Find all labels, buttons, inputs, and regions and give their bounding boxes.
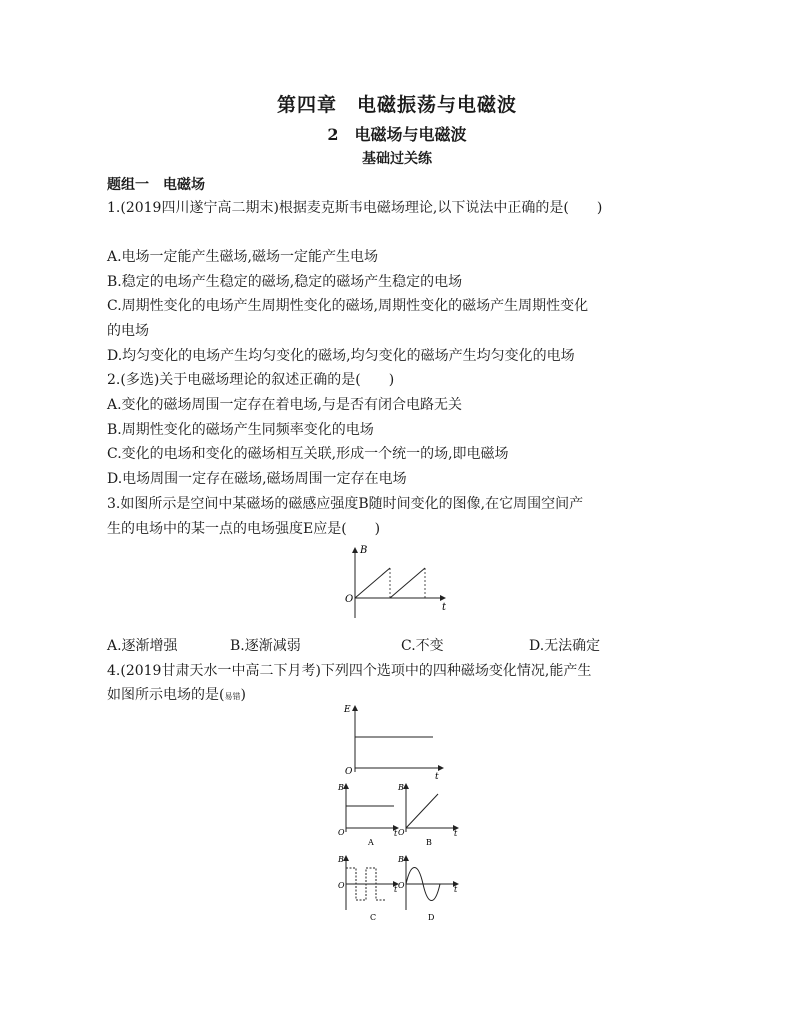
q4c-xlabel: t <box>394 885 398 894</box>
q4b-ylabel: B <box>398 783 404 792</box>
group-title: 题组一 电磁场 <box>107 177 205 193</box>
q4-option-d-graph <box>396 852 462 924</box>
q4-stem-line2-text: 如图所示电场的是( <box>107 687 225 703</box>
q4-option-c-graph <box>336 852 402 924</box>
q3-b-t-graph <box>340 540 452 630</box>
q2-option-b: B.周期性变化的磁场产生同频率变化的电场 <box>107 422 374 438</box>
q3-origin: O <box>345 594 354 605</box>
q2-option-d: D.电场周围一定存在磁场,磁场周围一定存在电场 <box>107 471 407 487</box>
q3-option-a: A.逐渐增强 <box>107 638 178 654</box>
q4d-origin: O <box>398 881 405 890</box>
q4d-xlabel: t <box>454 885 458 894</box>
q4-stem-close: ) <box>240 687 246 703</box>
q1-option-d: D.均匀变化的电场产生均匀变化的磁场,均匀变化的磁场产生均匀变化的电场 <box>107 348 575 364</box>
q1-option-c: C.周期性变化的电场产生周期性变化的磁场,周期性变化的磁场产生周期性变化 <box>107 298 589 314</box>
q2-option-c: C.变化的电场和变化的磁场相互关联,形成一个统一的场,即电磁场 <box>107 446 509 462</box>
q1-stem: 1.(2019四川遂宁高二期末)根据麦克斯韦电磁场理论,以下说法中正确的是( ) <box>107 200 603 216</box>
q3-option-c: C.不变 <box>401 638 444 654</box>
q3-stem-line2: 生的电场中的某一点的电场强度E应是( ) <box>107 521 381 537</box>
q4d-ylabel: B <box>398 855 404 864</box>
q2-stem: 2.(多选)关于电磁场理论的叙述正确的是( ) <box>107 372 395 388</box>
q4d-label: D <box>428 913 435 922</box>
q4-option-b-graph <box>396 780 462 848</box>
q4b-label: B <box>426 838 432 847</box>
q4b-xlabel: t <box>454 829 458 838</box>
q4b-origin: O <box>398 828 405 837</box>
q1-option-c-cont: 的电场 <box>107 323 149 339</box>
q4a-xlabel: t <box>394 829 398 838</box>
q4c-label: C <box>370 913 377 922</box>
q1-option-a: A.电场一定能产生磁场,磁场一定能产生电场 <box>107 249 379 265</box>
q3-stem-line1: 3.如图所示是空间中某磁场的磁感应强度B随时间变化的图像,在它周围空间产 <box>107 496 584 512</box>
q1-option-b: B.稳定的电场产生稳定的磁场,稳定的磁场产生稳定的电场 <box>107 274 463 290</box>
chapter-title: 第四章 电磁振荡与电磁波 <box>276 94 517 116</box>
q4-main-ylabel: E <box>344 705 351 715</box>
q3-ylabel: B <box>360 545 368 556</box>
q4-stem-line1: 4.(2019甘肃天水一中高二下月考)下列四个选项中的四种磁场变化情况,能产生 <box>107 663 592 679</box>
q2-option-a: A.变化的磁场周围一定存在着电场,与是否有闭合电路无关 <box>107 397 463 413</box>
q4-option-a-graph <box>336 780 402 848</box>
q3-option-b: B.逐渐减弱 <box>230 638 301 654</box>
exercise-subtitle: 基础过关练 <box>362 151 432 167</box>
q4-main-origin: O <box>345 767 353 777</box>
q3-option-d: D.无法确定 <box>529 638 601 654</box>
q4c-ylabel: B <box>338 855 344 864</box>
section-title: 2 电磁场与电磁波 <box>327 125 467 144</box>
q4-stem-line2 <box>107 686 246 706</box>
q4a-label: A <box>368 838 374 847</box>
q4-e-t-graph <box>335 700 447 780</box>
q3-xlabel: t <box>442 602 447 613</box>
q4-main-xlabel: t <box>435 772 439 780</box>
q4a-ylabel: B <box>338 783 344 792</box>
q4-tag: 易错 <box>224 692 241 701</box>
q4c-origin: O <box>338 881 345 890</box>
q4a-origin: O <box>338 828 345 837</box>
